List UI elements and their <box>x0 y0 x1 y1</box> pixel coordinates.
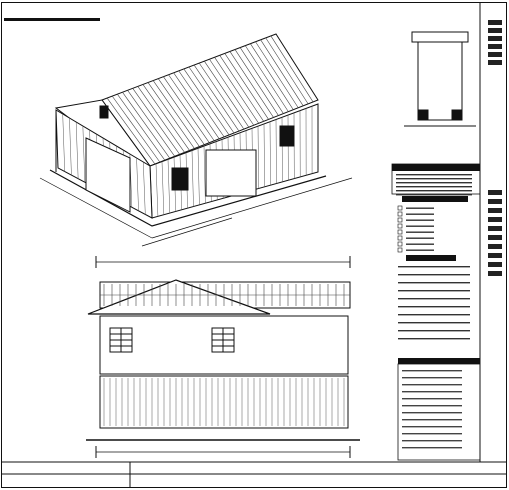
iso-window-left <box>172 168 188 190</box>
legend-row <box>406 214 434 215</box>
front-elevation <box>86 256 360 458</box>
margin-block <box>488 253 502 258</box>
note-row <box>402 398 462 399</box>
legend-swatch <box>398 206 402 210</box>
margin-block <box>488 244 502 249</box>
title-underline <box>4 18 100 21</box>
margin-block <box>488 235 502 240</box>
iso-window-gable <box>100 106 108 118</box>
margin-block <box>488 60 502 65</box>
margin-block <box>488 20 502 25</box>
schedule-row <box>396 182 472 183</box>
legend <box>406 255 456 261</box>
margin-title-strip <box>488 20 502 276</box>
legend-row <box>406 226 434 227</box>
note-row <box>402 433 462 434</box>
spec-row <box>398 266 470 267</box>
schedule-row <box>396 194 472 195</box>
margin-block <box>488 52 502 57</box>
legend-swatch <box>398 230 402 234</box>
margin-block <box>488 226 502 231</box>
legend-row <box>406 220 434 221</box>
margin-block <box>488 28 502 33</box>
note-row <box>402 412 462 413</box>
notes <box>398 358 480 460</box>
legend-swatch <box>398 242 402 246</box>
margin-block <box>488 199 502 204</box>
section-detail <box>404 32 476 126</box>
margin-block <box>488 262 502 267</box>
margin-block <box>488 190 502 195</box>
margin-block <box>488 36 502 41</box>
legend-swatch <box>398 248 402 252</box>
spec-row <box>398 282 470 283</box>
legend-row <box>406 250 434 251</box>
margin-block <box>488 271 502 276</box>
margin-block <box>488 208 502 213</box>
note-row <box>402 370 462 371</box>
legend-row <box>406 232 434 233</box>
spec-row <box>398 330 470 331</box>
spec-row <box>398 274 470 275</box>
spec-row <box>398 290 470 291</box>
margin-block <box>488 44 502 49</box>
note-row <box>402 377 462 378</box>
spec-row <box>398 322 470 323</box>
panel-placeholder-rows <box>396 174 472 448</box>
legend-swatch <box>398 236 402 240</box>
margin-block <box>488 217 502 222</box>
legend-swatch <box>398 212 402 216</box>
legend-row <box>406 238 434 239</box>
spec-row <box>398 298 470 299</box>
note-row <box>402 419 462 420</box>
spec-row <box>398 314 470 315</box>
spec-row <box>398 306 470 307</box>
legend-swatch <box>398 224 402 228</box>
schedule-row <box>396 190 472 191</box>
iso-window-right <box>280 126 294 146</box>
spec-row <box>398 338 470 339</box>
schedule-row <box>396 186 472 187</box>
legend-swatch <box>398 218 402 222</box>
iso-garage-door <box>206 150 256 196</box>
lower-siding <box>104 378 344 426</box>
note-row <box>402 440 462 441</box>
note-row <box>402 384 462 385</box>
sheet-title <box>4 4 100 18</box>
legend-row <box>406 208 434 209</box>
schedule-row <box>396 174 472 175</box>
legend-row <box>406 244 434 245</box>
schedule-row <box>396 178 472 179</box>
note-row <box>402 447 462 448</box>
note-row <box>402 405 462 406</box>
note-row <box>402 391 462 392</box>
note-row <box>402 426 462 427</box>
